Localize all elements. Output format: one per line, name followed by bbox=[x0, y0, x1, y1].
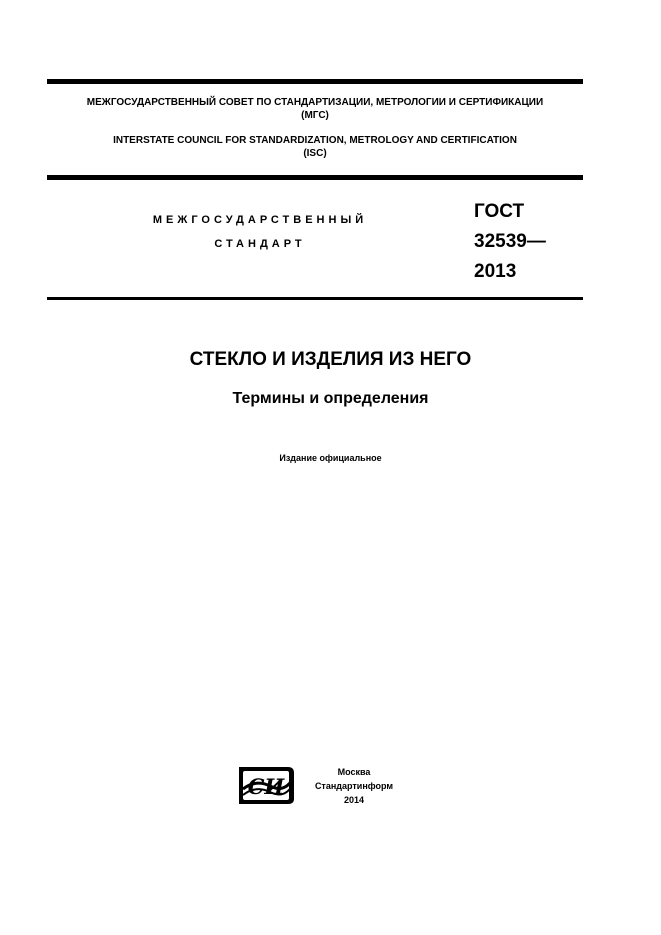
gost-identifier bbox=[474, 197, 546, 287]
publisher-block bbox=[300, 765, 408, 807]
council-ru-name: МЕЖГОСУДАРСТВЕННЫЙ СОВЕТ ПО СТАНДАРТИЗАЦИИ, МЕТРОЛОГИИ И СЕРТИФИКАЦИИ bbox=[86, 97, 544, 108]
council-ru-abbr: (МГС) bbox=[301, 110, 329, 121]
council-ru bbox=[47, 96, 583, 122]
standartinform-logo-icon bbox=[236, 765, 296, 805]
top-rule bbox=[47, 79, 583, 84]
document-title: СТЕКЛО И ИЗДЕЛИЯ ИЗ НЕГО bbox=[189, 349, 472, 370]
svg-text:СИ: СИ bbox=[247, 774, 285, 799]
council-en-abbr: (ISC) bbox=[303, 148, 327, 159]
middle-rule bbox=[47, 175, 583, 180]
document-subtitle: Термины и определения bbox=[232, 390, 429, 407]
standard-label-line2: СТАНДАРТ bbox=[214, 238, 306, 250]
gost-number: 32539— bbox=[474, 231, 546, 252]
edition-note: Издание официальное bbox=[279, 453, 382, 463]
publisher-year: 2014 bbox=[343, 795, 365, 805]
gost-year: 2013 bbox=[474, 261, 517, 282]
standard-label-line1: МЕЖГОСУДАРСТВЕННЫЙ bbox=[152, 214, 368, 226]
bottom-rule bbox=[47, 297, 583, 300]
publisher-name: Стандартинформ bbox=[314, 781, 394, 791]
council-en bbox=[47, 134, 583, 160]
gost-prefix: ГОСТ bbox=[474, 201, 525, 222]
council-en-name: INTERSTATE COUNCIL FOR STANDARDIZATION, METROLOGY AND CERTIFICATION bbox=[113, 135, 517, 146]
publisher-city: Москва bbox=[337, 767, 371, 777]
